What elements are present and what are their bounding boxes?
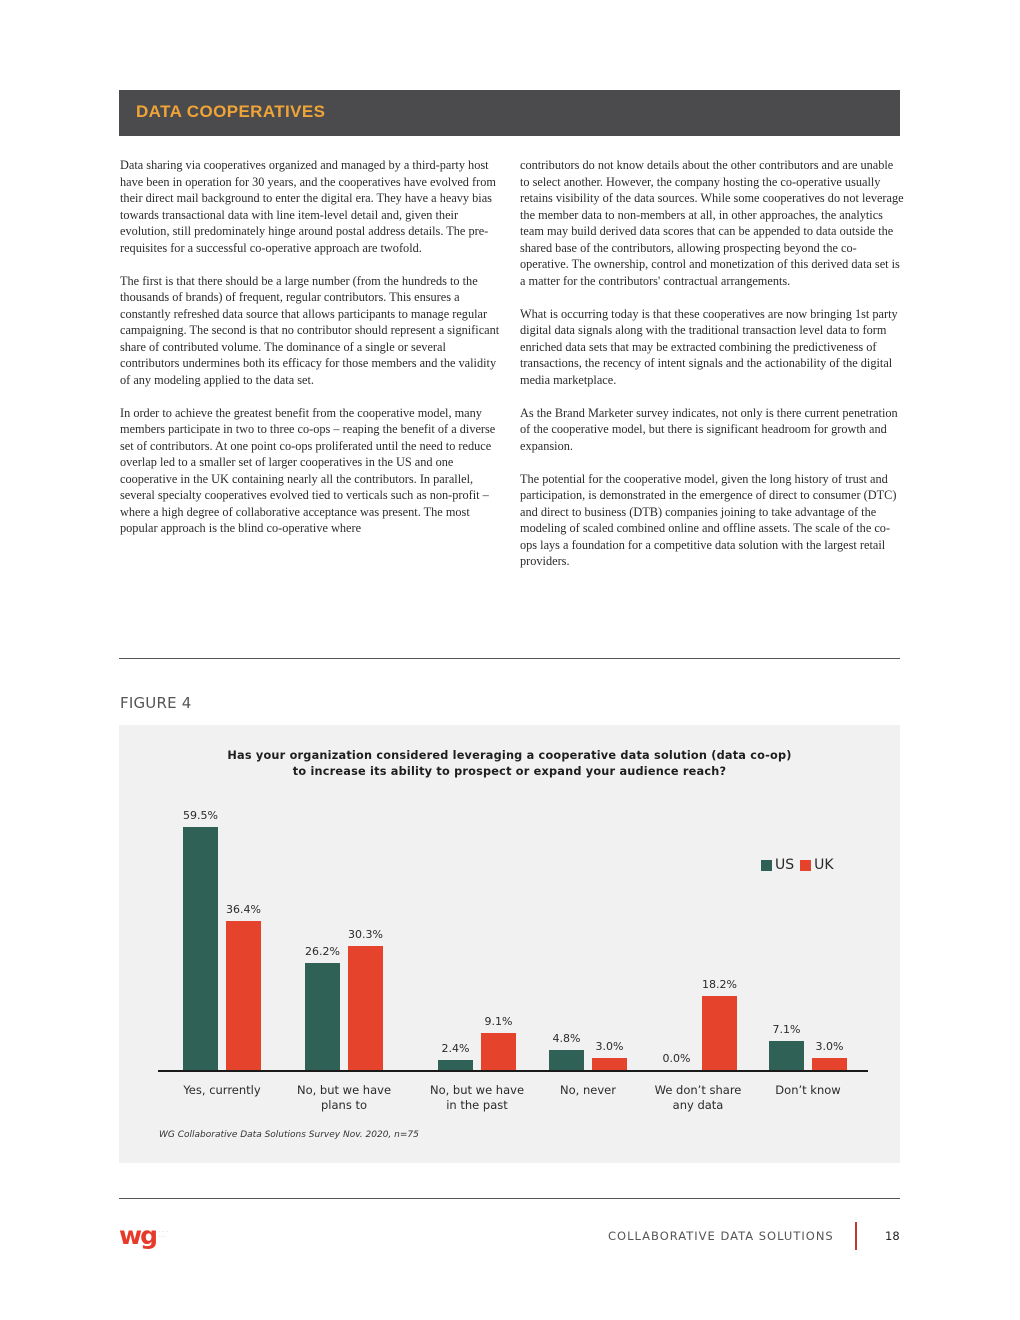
paragraph: What is occurring today is that these cooperatives are now bringing 1st party digital data signals along with the traditional transaction level data to form enriched data sets that may be extracted combining the predictiveness of transactions, the recency of intent signals and the actionability of the digital media marketplace. (520, 306, 898, 387)
x-axis-category-label: No, never (560, 1083, 616, 1097)
bar-value-label: 4.8% (552, 1032, 581, 1045)
paragraph: Data sharing via cooperatives organized and managed by a third-party host have been in operation for 30 years, and the cooperatives have evolved from their direct mail background to enter the digital era. They have a heavy bias towards transactional data with line item-level detail and, given their evolution, still predominately hinge around postal address details. The pre-requisites for a successful co-operative approach are twofold. (120, 158, 496, 255)
paragraph: As the Brand Marketer survey indicates, not only is there current penetration of the cooperative model, but there is significant headroom for growth and expansion. (520, 405, 898, 453)
wg-logo (119, 1221, 187, 1250)
bar-value-label: 59.5% (183, 809, 218, 822)
bar-value-label: 9.1% (484, 1015, 513, 1028)
chart-title: Has your organization considered leveraging a cooperative data solution (data co-op) to increase its ability to prospect or expand your audience reach? (227, 749, 792, 778)
footer-title: COLLABORATIVE DATA SOLUTIONS (608, 1229, 834, 1243)
x-axis-category-label: No, but we have plans to (296, 1083, 392, 1112)
bar-us (183, 827, 218, 1070)
bar-uk (812, 1058, 847, 1070)
bar-uk (226, 921, 261, 1070)
legend-item-uk: UK (800, 857, 833, 873)
bar-uk (592, 1058, 627, 1070)
divider (119, 658, 900, 659)
bar-value-label: 36.4% (226, 903, 261, 916)
logo-mark: wg (119, 1221, 156, 1250)
bar-us (549, 1050, 584, 1070)
x-axis-category-label: Yes, currently (183, 1083, 261, 1097)
text-column-right (520, 157, 905, 586)
x-axis-category-label: Don’t know (775, 1083, 841, 1097)
divider (119, 1198, 900, 1199)
bar-value-label: 18.2% (702, 978, 737, 991)
bar-value-label: 3.0% (595, 1040, 624, 1053)
paragraph: In order to achieve the greatest benefit from the cooperative model, many members participate in two to three co-ops – reaping the benefit of a diverse set of contributors. At one point co-ops proliferated until the need to reduce overlap led to a smaller set of larger cooperatives in the US and one cooperative in the UK containing nearly all the contributors. In parallel, several specialty cooperatives evolved tied to verticals such as non-profit – where a high degree of collaborative acceptance was present. The most popular approach is the blind co-operative where (120, 405, 496, 535)
bar-uk (348, 946, 383, 1070)
x-axis-category-label: We don’t share any data (654, 1083, 742, 1112)
paragraph: The potential for the cooperative model, given the long history of trust and participation, is demonstrated in the emergence of direct to consumer (DTC) and direct to business (DTB) companies joining to take advantage of the modeling of scaled combined online and offline assets. The scale of the co-ops lays a foundation for a competitive data solution with the largest retail providers. (520, 471, 897, 568)
bar-value-label: 30.3% (348, 928, 383, 941)
logo-subtext: · · · · · · · (159, 1229, 168, 1239)
bar-uk (702, 996, 737, 1070)
chart-plot-area (119, 725, 900, 1163)
bar-us (438, 1060, 473, 1070)
bar-value-label: 0.0% (662, 1052, 691, 1065)
page-number: 18 (885, 1229, 900, 1243)
bar-uk (481, 1033, 516, 1070)
bar-us (305, 963, 340, 1070)
legend-item-us: US (761, 857, 794, 873)
paragraph: The first is that there should be a large number (from the hundreds to the thousands of brands) of frequent, regular contributors. This ensures a constantly refreshed data source that allows participants to manage regular campaigning. The second is that no contributor should represent a significant share of contributed volume. The dominance of a single or several contributors undermines both its efficacy for those members and the validity of any modeling applied to the data set. (120, 273, 500, 387)
bar-value-label: 7.1% (772, 1023, 801, 1036)
bar-value-label: 3.0% (815, 1040, 844, 1053)
footer-divider (855, 1222, 857, 1250)
x-axis-category-label: No, but we have in the past (429, 1083, 525, 1112)
bar-value-label: 26.2% (305, 945, 340, 958)
chart-container (119, 725, 900, 1163)
text-column-left (120, 157, 505, 553)
section-header-bar (119, 90, 900, 136)
paragraph: contributors do not know details about the other contributors and are unable to select another. However, the company hosting the co-operative usually retains visibility of the data sources. While some cooperatives do not leverage the member data to non-members at all, in other approaches, the analytics team may build derived data scores that can be appended to data outside the shared base of the contributors, allowing prospecting beyond the co-operative. The ownership, control and monetization of this derived data set is a matter for the contributors' contractual arrangements. (520, 158, 904, 288)
section-title: DATA COOPERATIVES (136, 102, 326, 121)
figure-label: FIGURE 4 (120, 694, 192, 712)
bar-value-label: 2.4% (441, 1042, 470, 1055)
chart-source-note: WG Collaborative Data Solutions Survey Nov. 2020, n=75 (159, 1130, 419, 1140)
x-axis-line (158, 1070, 868, 1072)
